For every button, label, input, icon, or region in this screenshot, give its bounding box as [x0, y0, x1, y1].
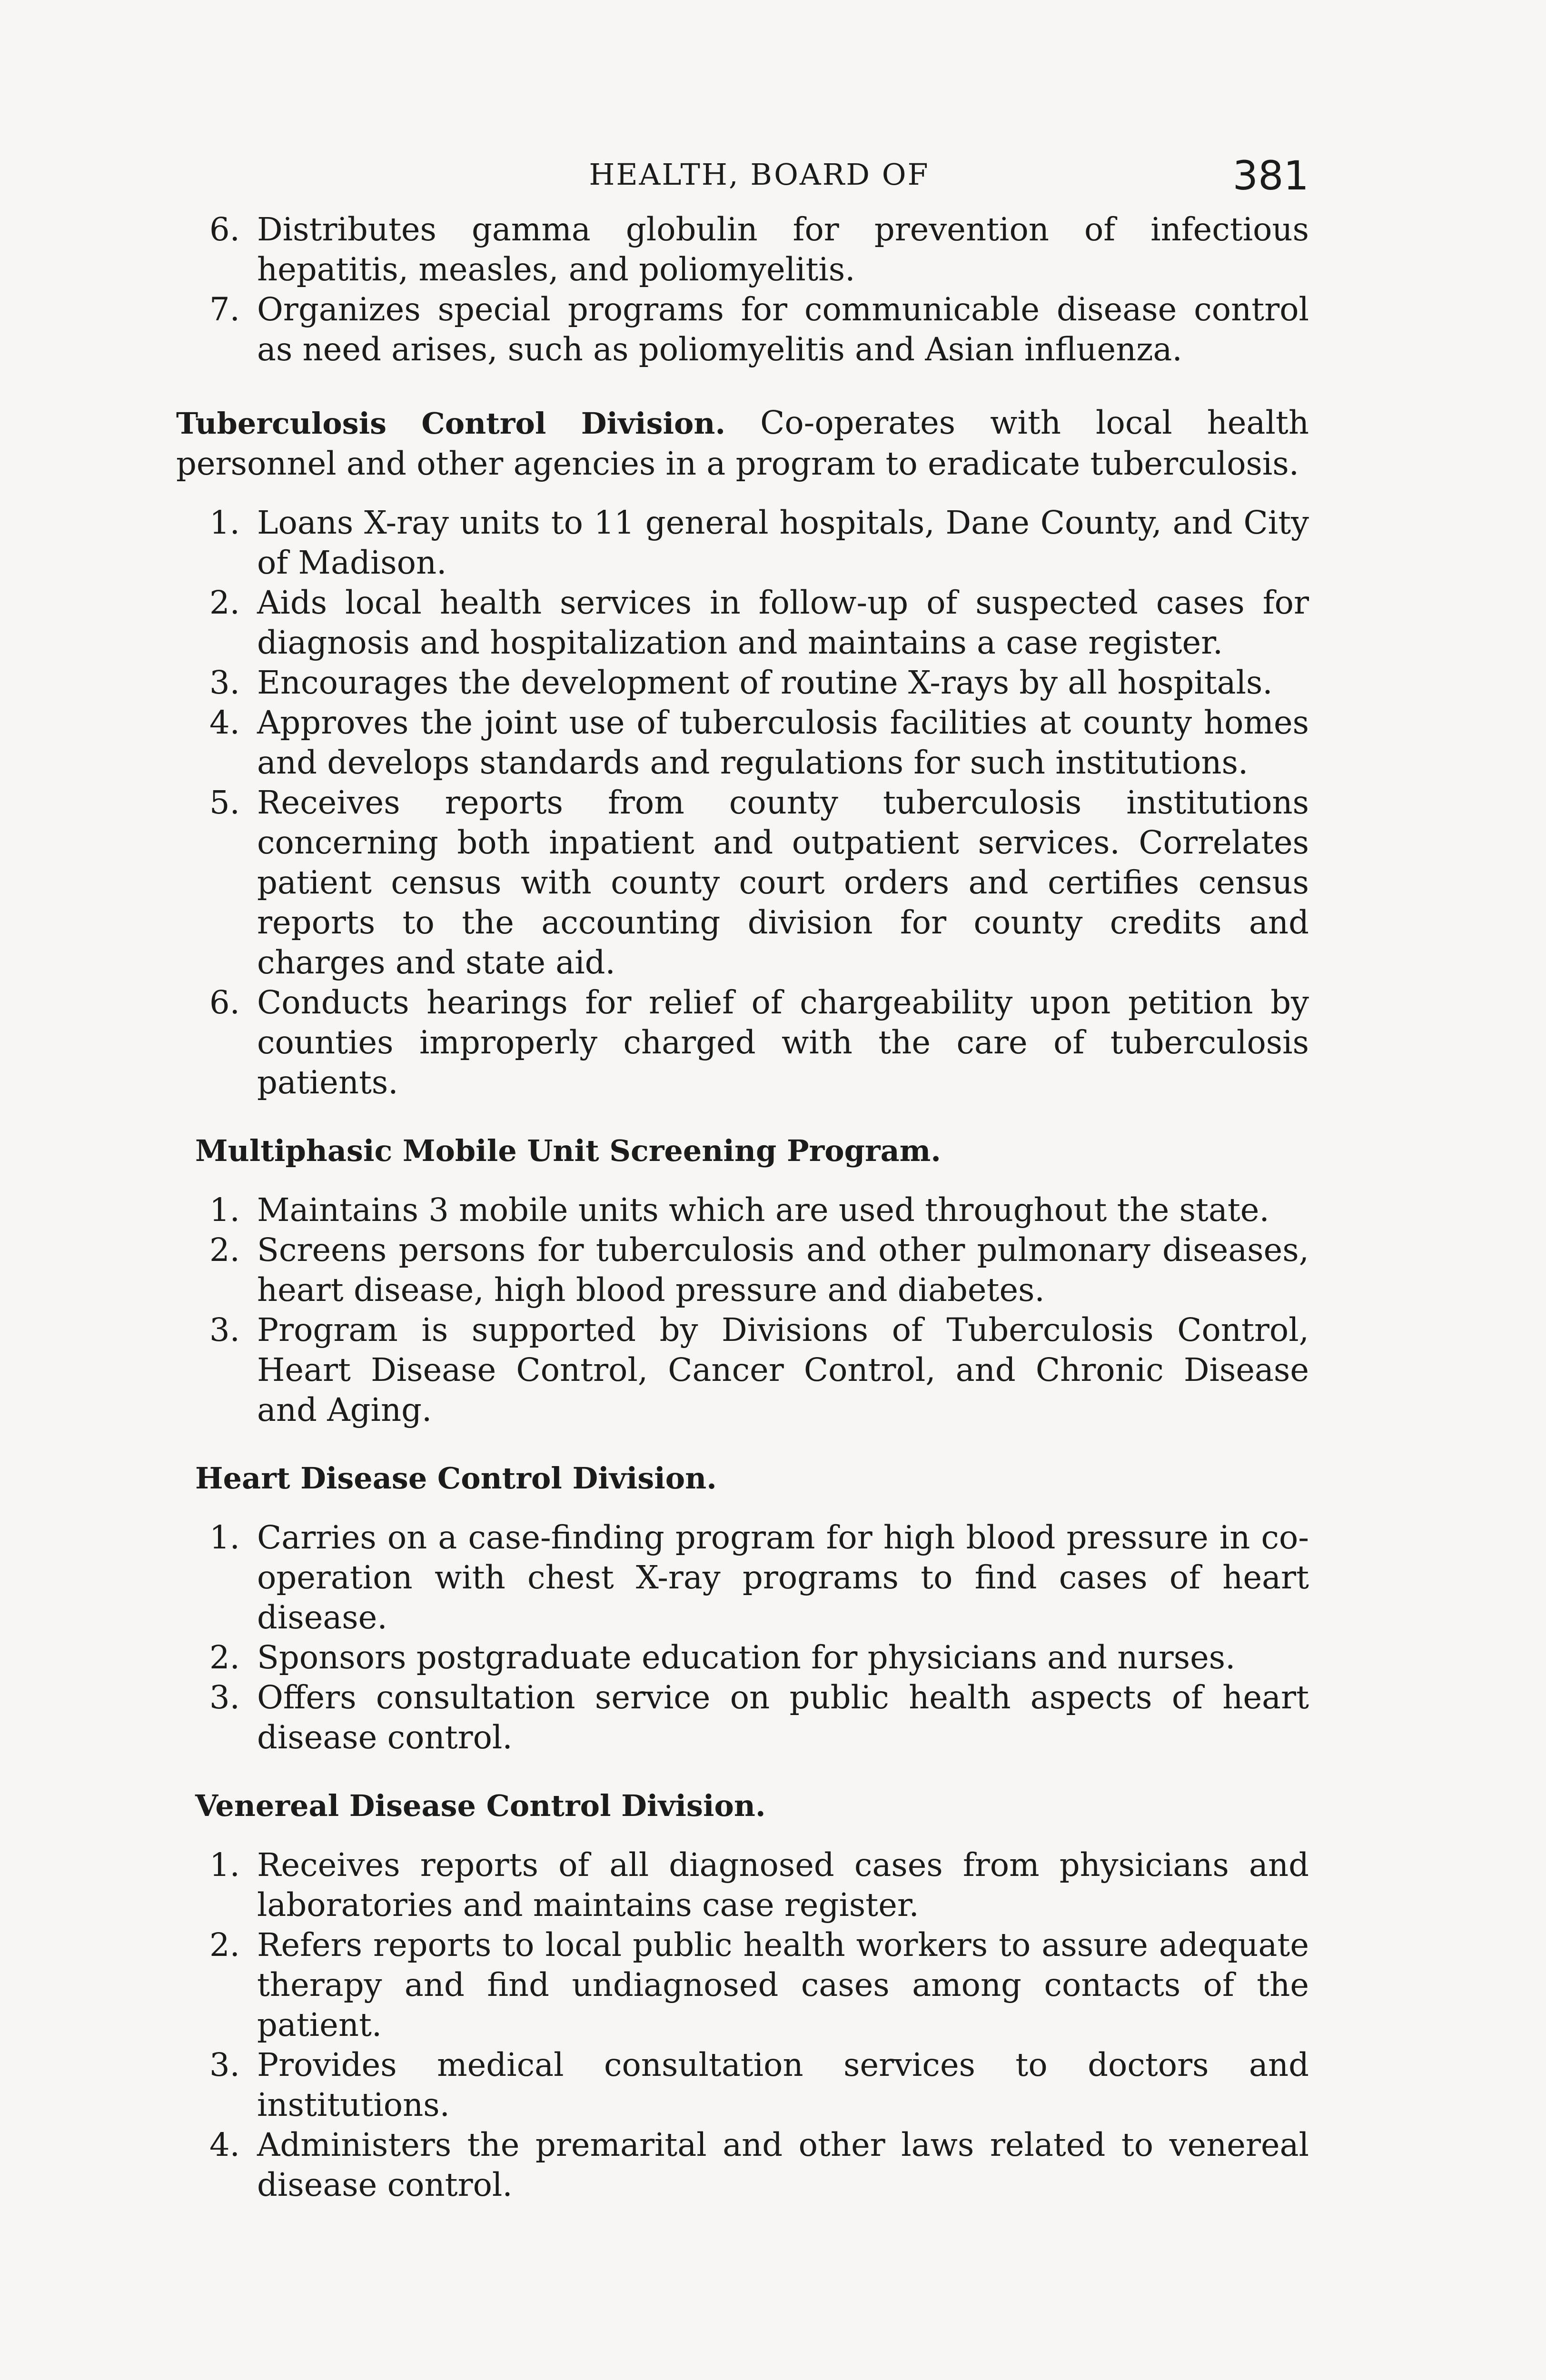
venereal-list	[209, 1845, 1309, 2205]
item-text: Provides medical consultation services to doctors and institutions.	[257, 2046, 1309, 2123]
list-item	[209, 583, 1309, 663]
item-number: 6.	[209, 984, 240, 1021]
item-number: 1.	[209, 504, 240, 541]
item-text: Aids local health services in follow-up of suspected cases for diagnosis and hospitalization and maintains a case register.	[257, 584, 1309, 661]
list-item	[209, 1845, 1309, 1925]
list-item	[209, 663, 1309, 703]
venereal-section	[195, 1786, 1309, 2205]
list-item	[209, 1677, 1309, 1757]
list-item	[209, 2045, 1309, 2125]
item-number: 3.	[209, 1311, 240, 1349]
list-item	[209, 1925, 1309, 2045]
item-number: 2.	[209, 584, 240, 621]
list-item	[209, 1190, 1309, 1230]
heart-section	[195, 1458, 1309, 1757]
list-item	[209, 1517, 1309, 1637]
item-text: Distributes gamma globulin for prevention of infectious hepatitis, measles, and poliomyelitis.	[257, 211, 1309, 288]
multiphasic-section	[195, 1131, 1309, 1430]
list-item	[209, 982, 1309, 1102]
item-text: Approves the joint use of tuberculosis facilities at county homes and develops standards and regulations for such institutions.	[257, 704, 1309, 781]
intro-list	[209, 209, 1309, 369]
list-item	[209, 1310, 1309, 1430]
section-description: Co-operates with local health personnel and other agencies in a program to eradicate tuberculosis.	[176, 404, 1309, 482]
heart-list	[209, 1517, 1309, 1757]
tuberculosis-list	[209, 503, 1309, 1102]
section-heading: Venereal Disease Control Division.	[195, 1788, 766, 1823]
item-text: Sponsors postgraduate education for physicians and nurses.	[257, 1639, 1236, 1676]
item-text: Receives reports from county tuberculosis institutions concerning both inpatient and outpatient services. Correlates patient census with county court orders and certifies census reports to the accounting division for county credits and charges and state aid.	[257, 784, 1309, 981]
running-title: HEALTH, BOARD OF	[589, 157, 930, 192]
item-number: 1.	[209, 1191, 240, 1229]
list-item	[209, 1637, 1309, 1677]
item-number: 7.	[209, 291, 240, 328]
list-item	[209, 783, 1309, 982]
item-text: Organizes special programs for communicable disease control as need arises, such as poliomyelitis and Asian influenza.	[257, 291, 1309, 368]
item-text: Loans X-ray units to 11 general hospitals, Dane County, and City of Madison.	[257, 504, 1309, 581]
item-number: 2.	[209, 1231, 240, 1269]
list-item	[209, 1230, 1309, 1310]
list-item	[209, 209, 1309, 289]
item-text: Maintains 3 mobile units which are used throughout the state.	[257, 1191, 1269, 1229]
list-item	[209, 503, 1309, 583]
item-number: 1.	[209, 1519, 240, 1556]
item-number: 4.	[209, 704, 240, 741]
item-number: 2.	[209, 1926, 240, 1964]
item-text: Administers the premarital and other laws related to venereal disease control.	[257, 2126, 1309, 2203]
item-number: 2.	[209, 1639, 240, 1676]
multiphasic-list	[209, 1190, 1309, 1430]
tuberculosis-intro	[176, 403, 1309, 484]
document-page	[176, 138, 1309, 2210]
section-heading: Multiphasic Mobile Unit Screening Program.	[195, 1133, 941, 1168]
item-number: 5.	[209, 784, 240, 821]
item-text: Conducts hearings for relief of chargeability upon petition by counties improperly charged with the care of tuberculosis patients.	[257, 984, 1309, 1101]
section-heading: Tuberculosis Control Division.	[176, 406, 726, 441]
item-number: 3.	[209, 2046, 240, 2083]
item-text: Carries on a case-finding program for high blood pressure in co-operation with chest X-ray programs to find cases of heart disease.	[257, 1519, 1309, 1636]
list-item	[209, 289, 1309, 369]
list-item	[209, 703, 1309, 783]
item-text: Encourages the development of routine X-rays by all hospitals.	[257, 664, 1273, 701]
item-number: 1.	[209, 1846, 240, 1884]
item-number: 3.	[209, 664, 240, 701]
running-header	[209, 138, 1309, 209]
tuberculosis-section	[176, 403, 1309, 1102]
page-number: 381	[1232, 152, 1309, 199]
item-number: 4.	[209, 2126, 240, 2163]
item-text: Program is supported by Divisions of Tuberculosis Control, Heart Disease Control, Cancer Control, and Chronic Disease and Aging.	[257, 1311, 1309, 1428]
list-item	[209, 2125, 1309, 2205]
item-number: 3.	[209, 1679, 240, 1716]
item-text: Receives reports of all diagnosed cases from physicians and laboratories and maintains case register.	[257, 1846, 1309, 1924]
item-text: Offers consultation service on public health aspects of heart disease control.	[257, 1679, 1309, 1756]
item-text: Screens persons for tuberculosis and other pulmonary diseases, heart disease, high blood pressure and diabetes.	[257, 1231, 1309, 1309]
item-text: Refers reports to local public health workers to assure adequate therapy and find undiagnosed cases among contacts of the patient.	[257, 1926, 1309, 2043]
section-heading: Heart Disease Control Division.	[195, 1461, 717, 1496]
item-number: 6.	[209, 211, 240, 248]
